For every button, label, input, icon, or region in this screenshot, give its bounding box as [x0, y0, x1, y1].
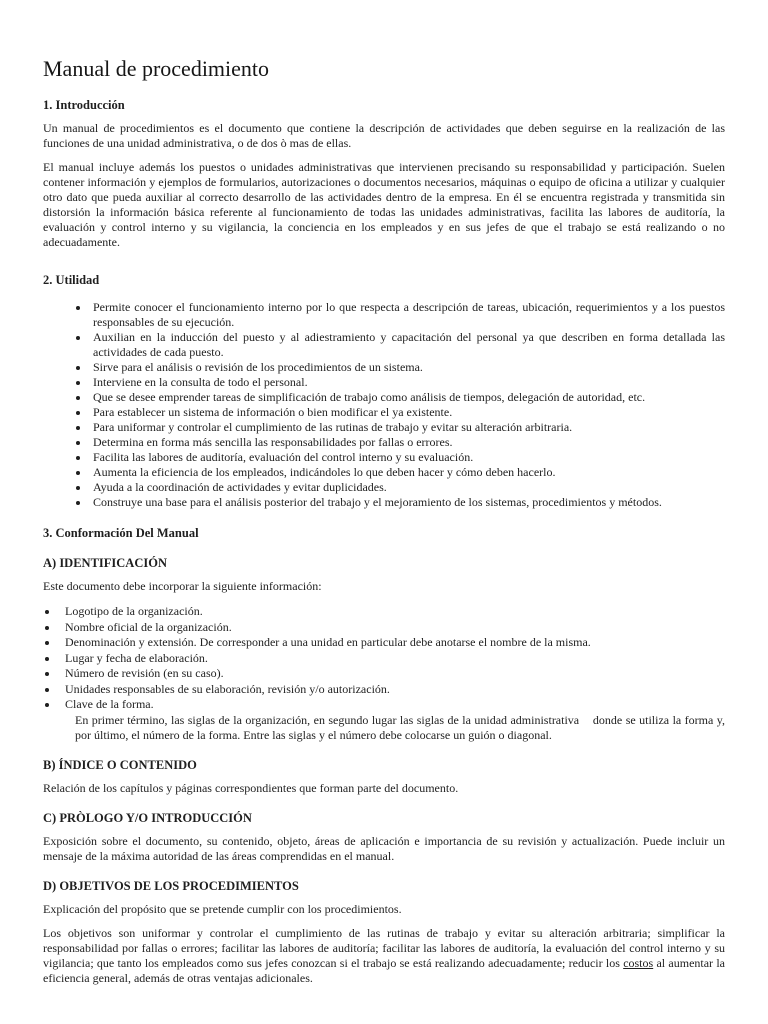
list-item: • Logotipo de la organización.: [59, 604, 725, 619]
subsection-c-heading: C) PRÒLOGO Y/O INTRODUCCIÓN: [43, 810, 252, 825]
section-1-paragraph-2: El manual incluye además los puestos o unidades administrativas que intervienen precisando su responsabilidad y participación. Suelen contener información y ejemplos de formularios, autorizaciones o documentos necesarios, máquinas o equipo de oficina a utilizar y cualquier otro dato que pueda auxiliar al correcto desarrollo de las actividades dentro de la empresa. En él se encuentra registrada y transmitida sin distorsión la información básica referente al funcionamiento de todas las unidades administrativas, facilita las labores de auditoría, la evaluación y control interno y su vigilancia, la conciencia en los empleados y en sus jefes de que el trabajo se está realizando o no adecuadamente.: [43, 160, 725, 249]
subsection-a-heading: A) IDENTIFICACIÓN: [43, 556, 167, 570]
section-2-heading: 2. Utilidad: [43, 273, 100, 287]
objectives-paragraph: [43, 926, 725, 986]
identification-bullet-list: [43, 604, 725, 712]
section-1-heading: 1. Introducción: [43, 98, 125, 112]
list-item: • Para uniformar y controlar el cumplimiento de las rutinas de trabajo y evitar su alteración arbitraria.: [90, 420, 725, 435]
document-title: Manual de procedimiento: [43, 56, 270, 81]
list-item: • Nombre oficial de la organización.: [59, 620, 725, 635]
subsection-b-heading: B) ÍNDICE O CONTENIDO: [43, 757, 197, 772]
list-item: • Unidades responsables de su elaboración, revisión y/o autorización.: [59, 682, 725, 697]
objectives-paragraph-before: Los objetivos son uniformar y controlar el cumplimiento de las rutinas de trabajo y evitar su alteración arbitraria; simplificar la responsabilidad por fallas o errores; facilitar las labores de auditoría; facilitar las labores de auditoría, la evaluación del control interno y su vigilancia; que tanto los empleados como sus jefes conozcan si el trabajo se está realizando adecuadamente; reducir los: [43, 925, 725, 970]
section-3-heading: 3. Conformación Del Manual: [43, 526, 199, 540]
list-item: • Interviene en la consulta de todo el personal.: [90, 375, 725, 390]
list-item: • Ayuda a la coordinación de actividades y evitar duplicidades.: [90, 480, 725, 495]
list-item: • Denominación y extensión. De corresponder a una unidad en particular debe anotarse el nombre de la misma.: [59, 635, 725, 650]
subsection-d-text: Explicación del propósito que se pretende cumplir con los procedimientos.: [43, 901, 402, 916]
list-item: • Para establecer un sistema de información o bien modificar el ya existente.: [90, 405, 725, 420]
list-item: • Determina en forma más sencilla las responsabilidades por fallas o errores.: [90, 435, 725, 450]
list-item: • Lugar y fecha de elaboración.: [59, 651, 725, 666]
utility-bullet-list: [43, 300, 725, 510]
list-item: • Auxilian en la inducción del puesto y al adiestramiento y capacitación del personal ya que describen en forma detallada las actividades de cada puesto.: [90, 330, 725, 360]
section-1-paragraph-1: Un manual de procedimientos es el documento que contiene la descripción de actividades que deben seguirse en la realización de las funciones de una unidad administrativa, o de dos ò mas de ellas.: [43, 121, 725, 150]
clave-note: En primer término, las siglas de la organización, en segundo lugar las siglas de la unidad administrativa donde se utiliza la forma y, por último, el número de la forma. Entre las siglas y el número debe colocarse un guión o diagonal.: [75, 712, 725, 742]
list-item: • Facilita las labores de auditoría, evaluación del control interno y su evaluación.: [90, 450, 725, 465]
subsection-b-text: Relación de los capítulos y páginas correspondientes que forman parte del documento.: [43, 780, 459, 795]
subsection-c-text: Exposición sobre el documento, su contenido, objeto, áreas de aplicación e importancia de su revisión y actualización. Puede incluir un mensaje de la máxima autoridad de las áreas comprendidas en el manual.: [43, 833, 725, 863]
costos-link[interactable]: costos: [623, 955, 654, 970]
list-item: • Sirve para el análisis o revisión de los procedimientos de un sistema.: [90, 360, 725, 375]
list-item: • Construye una base para el análisis posterior del trabajo y el mejoramiento de los sistemas, procedimientos y métodos.: [90, 495, 725, 510]
list-item: • Que se desee emprender tareas de simplificación de trabajo como análisis de tiempos, delegación de autoridad, etc.: [90, 390, 725, 405]
list-item: • Clave de la forma.: [59, 697, 725, 712]
list-item: • Permite conocer el funcionamiento interno por lo que respecta a descripción de tareas, ubicación, requerimientos y a los puestos responsables de su ejecución.: [90, 300, 725, 330]
objectives-paragraph-after: al aumentar la eficiencia general, además de otras ventajas adicionales.: [43, 955, 725, 985]
list-item: • Aumenta la eficiencia de los empleados, indicándoles lo que deben hacer y cómo deben hacerlo.: [90, 465, 725, 480]
subsection-d-heading: D) OBJETIVOS DE LOS PROCEDIMIENTOS: [43, 878, 299, 893]
subsection-a-intro: Este documento debe incorporar la siguiente información:: [43, 579, 322, 593]
list-item: • Número de revisión (en su caso).: [59, 666, 725, 681]
